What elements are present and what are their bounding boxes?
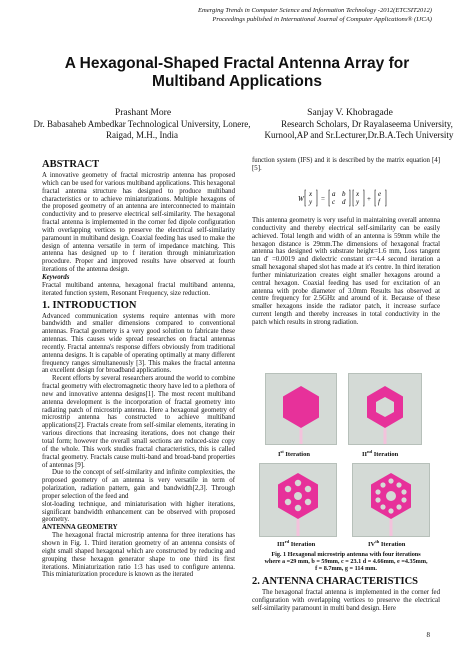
right-column-middle xyxy=(252,217,440,327)
feed-line xyxy=(384,428,387,444)
label-iteration-4: IVth Iteration xyxy=(368,539,406,549)
author-affil-2b: Kurnool,AP and Sr.Lecturer,Dr.B.A.Tech University xyxy=(264,130,454,140)
ifs-paragraph: function system (IFS) and it is described by the matrix equation [4][5]. xyxy=(252,157,440,172)
eq-t-e: e xyxy=(378,190,382,198)
hexagon-patch xyxy=(283,386,319,428)
eq-plus: + xyxy=(367,195,371,203)
caption-line-1: Fig. 1 Hexagonal microstrip antenna with four iterations xyxy=(271,551,421,558)
author-affil-1b: Raigad, M.H., India xyxy=(106,130,178,140)
eq-m-c: c xyxy=(332,198,336,206)
intro-paragraph-2: Recent efforts by several researchers around the world to combine fractal geometry with electromagnetic theory have led to a plethora of new and innovative antenna designs[1]. The most recent multiband antenna development is the incorporation of fractal geometry into radiating patch of microstrip antenna. Here a hexagonal geometry of microstrip antenna has constructed to achieve multiband applications[2]. Fractals create from self-similar elements, iterating in various directions that increasing iterations, does not change their total form; however the overall small sections are reduced-size copy of the whole. This work studies fractal characteristics, this is called fractal geometry. Fractals cause multi-band and broad-band properties of antennas [9]. xyxy=(42,375,235,469)
eq-equals: = xyxy=(321,195,325,203)
eq-t-f: f xyxy=(378,198,380,206)
eq-v-y: y xyxy=(356,198,360,206)
author-affil-1a: Dr. Babasaheb Ambedkar Technological University, Lonere, xyxy=(33,119,251,129)
figure-caption xyxy=(250,551,442,572)
figure-iteration-3 xyxy=(259,463,337,537)
intro-paragraph-4: slot-loading technique, and miniaturisation with higher iterations, significant bandwidth enhancement can be observed with proposed geometry. xyxy=(42,500,235,524)
keywords-heading: Keywords xyxy=(42,273,70,281)
feed-line xyxy=(390,519,393,536)
abstract-heading: ABSTRACT xyxy=(42,159,100,170)
keywords-text: Fractal multiband antenna, hexagonal fractal multiband antenna, iterated function system, Resonant Frequency, size reduction. xyxy=(42,281,235,297)
intro-paragraph-3: Due to the concept of self-similarity and infinite complexities, the proposed geometry of an antenna is very versatile in term of polarization, radiation pattern, gain and bandwidth[2,3]. Through proper selection of the feed and xyxy=(42,469,235,500)
eq-m-d: d xyxy=(342,198,346,206)
characteristics-paragraph: The hexagonal fractal antenna is implemented in the corner fed configuration with overlapping vertices to preserve the electrical self-similarity paramount in multi band design. Here xyxy=(252,589,440,612)
eq-lhs-x: x xyxy=(309,190,313,198)
figure-iteration-1 xyxy=(265,373,337,445)
eq-w: W xyxy=(298,195,304,203)
paper-title xyxy=(0,55,474,91)
page-number: 8 xyxy=(426,631,430,639)
label-iteration-2: IInd Iteration xyxy=(362,449,399,459)
author-affil-2a: Research Scholars, Dr Rayalaseema University, xyxy=(281,119,453,129)
journal-header-line1: Emerging Trends in Computer Science and Information Technology -2012(ETCSIT2012) xyxy=(197,7,432,14)
caption-line-3: f = 8.7mm, g = 114 mm. xyxy=(315,565,377,572)
eq-lhs-y: y xyxy=(309,198,313,206)
characteristics-heading: 2. ANTENNA CHARACTERISTICS xyxy=(252,576,418,587)
feed-line xyxy=(297,519,300,536)
title-line-2: Multiband Applications xyxy=(152,73,322,90)
geometry-dimensions-paragraph: This antenna geometry is very useful in maintaining overall antenna conductivity and thereby electrical self-similarity can be easily achieved. Total length and width of an antenna is 59mm while the hexagon distance is 29mm.The dimensions of hexagonal fractal antenna has designed with substrate height=1.6 mm, Loss tangent tan d' =0.0019 and dielectric constant εr=4.4 second iteration a small hexagonal shaped slot has made at it's centre. In third iteration further miniaturization creates eight smaller hexagons around a central hexagon. Coaxial feeding has used for excitation of an antenna with probe diameter of 3.0mm Results has observed at centre frequency for 2.5GHz and around of it. Because of these smaller hexagons inside the radiator patch, it increase surface current length and thereby increases in total conductivity in the patch which results in strong radiation. xyxy=(252,217,440,326)
eq-m-b: b xyxy=(342,190,346,198)
author-name-2: Sanjay V. Khobragade xyxy=(307,107,393,118)
ifs-matrix-equation xyxy=(296,185,406,211)
right-column-bottom xyxy=(252,574,440,613)
feed-line xyxy=(300,428,303,444)
abstract-text: A innovative geometry of fractal microstrip antenna has proposed which can be used for various multiband applications. This hexagonal fractal antenna structure has designed to produce multiband characteristics or to achieve miniaturizations. Multiple hexagons of the proposed geometry of an antenna are interconnected to maintain conductivity and to preserve electrical self-similarity. The hexagonal fractal antenna is implemented in the corner fed dipole configuration with overlapping vertices to preserve the electrical self-similarity paramount in multiband design. Coaxial feeding has used to make the design of antenna versatile in term of impedance matching. This antenna has designed up to f iteration through miniaturization procedure. Proper and improved results have observed at fourth iterations of the antenna design. xyxy=(42,172,235,274)
caption-line-2: where a =29 mm, b = 59mm, c = 23.1 d = 4.66mm, e =4.35mm, xyxy=(264,558,428,565)
eq-m-a: a xyxy=(332,190,336,198)
right-column-top xyxy=(252,157,440,173)
eq-v-x: x xyxy=(356,190,360,198)
figure-iteration-4 xyxy=(352,463,430,537)
figure-iteration-2 xyxy=(348,373,422,445)
geometry-paragraph: The hexagonal fractal microstrip antenna for three iterations has shown in Fig. 1. Third iteration geometry of an antenna consists of eight small shaped hexagonal which are constructed by reducing and grouping these hexagon generator shape to one third its first iterations. Miniaturization ratio 1:3 has used to configure antenna. This miniaturization procedure is known as the iterated xyxy=(42,532,235,579)
left-column xyxy=(42,157,235,579)
author-name-1: Prashant More xyxy=(114,107,172,118)
antenna-geometry-heading: ANTENNA GEOMETRY xyxy=(42,524,118,532)
intro-paragraph-1: Advanced communication systems require antennas with more bandwidth and smaller dimensions compared to conventional antennas. Fractal geometry is a very good solution to fabricate these antennas. This causes wide spread researches on fractal antennas recently. Fractal antenna's response differs obviously from traditional antenna designs. It is capable of operating optimally at many different frequency ranges simultaneously [3]. This makes the fractal antenna an excellent design for broadband applications. xyxy=(42,312,235,375)
title-line-1: A Hexagonal-Shaped Fractal Antenna Array for xyxy=(64,55,410,72)
journal-header-line2: Proceedings published in International Journal of Computer Applications® (IJCA) xyxy=(212,16,432,23)
label-iteration-1: Ist Iteration xyxy=(278,449,310,459)
introduction-heading: 1. INTRODUCTION xyxy=(42,299,137,311)
label-iteration-3: IIIrd Iteration xyxy=(277,539,316,549)
